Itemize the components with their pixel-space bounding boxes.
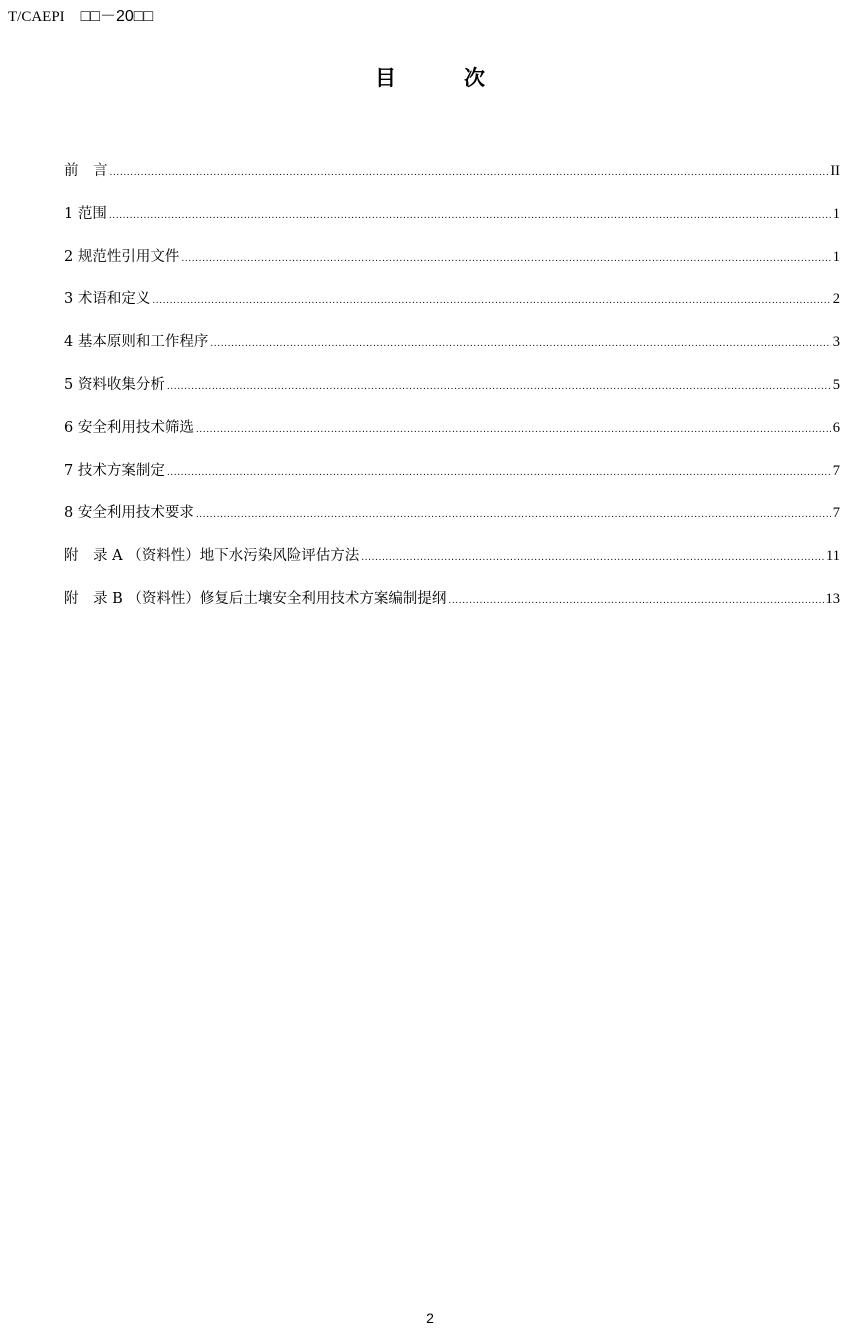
- toc-entry-label: 2 规范性引用文件: [64, 248, 180, 265]
- toc-leader-dots: [196, 505, 831, 525]
- toc-entry-technical-requirements[interactable]: [64, 503, 840, 546]
- toc-entry-foreword[interactable]: [64, 161, 840, 204]
- toc-entry-label: 8 安全利用技术要求: [64, 505, 194, 522]
- toc-entry-label: 4 基本原则和工作程序: [64, 334, 209, 351]
- toc-entry-appendix-b[interactable]: [64, 589, 840, 632]
- toc-entry-label: 附 录 B （资料性）修复后土壤安全利用技术方案编制提纲: [64, 590, 447, 607]
- toc-entry-page: 1: [832, 205, 840, 222]
- toc-entry-page: 2: [832, 291, 840, 308]
- toc-leader-dots: [210, 334, 830, 354]
- toc-entry-appendix-a[interactable]: [64, 546, 840, 589]
- toc-entry-label: 6 安全利用技术筛选: [64, 419, 194, 436]
- toc-entry-label: 3 术语和定义: [64, 291, 151, 308]
- toc-entry-technical-plan[interactable]: [64, 461, 840, 504]
- toc-entry-scope[interactable]: [64, 204, 840, 247]
- standard-number: □□－20□□: [80, 8, 154, 25]
- toc-entry-label: 7 技术方案制定: [64, 462, 165, 479]
- toc-leader-dots: [181, 249, 830, 269]
- toc-entry-data-collection[interactable]: [64, 375, 840, 418]
- toc-entry-label: 附 录 A （资料性）地下水污染风险评估方法: [64, 548, 360, 565]
- toc-entry-page: 11: [826, 548, 840, 565]
- toc-leader-dots: [110, 163, 829, 183]
- toc-entry-page: 5: [832, 376, 840, 393]
- toc-leader-dots: [167, 377, 831, 397]
- toc-entry-terms-definitions[interactable]: [64, 289, 840, 332]
- toc-leader-dots: [152, 291, 830, 311]
- toc-entry-page: 7: [832, 462, 840, 479]
- table-of-contents: [64, 161, 840, 632]
- toc-leader-dots: [109, 206, 831, 226]
- page-title: 目次: [375, 66, 553, 90]
- toc-entry-label: 前 言: [64, 163, 108, 179]
- document-header: [8, 6, 153, 27]
- toc-entry-normative-references[interactable]: [64, 247, 840, 290]
- toc-leader-dots: [361, 548, 824, 568]
- toc-entry-basic-principles[interactable]: [64, 332, 840, 375]
- toc-entry-label: 5 资料收集分析: [64, 376, 165, 393]
- toc-entry-page: 3: [832, 334, 840, 351]
- toc-leader-dots: [196, 420, 831, 440]
- toc-entry-page: 6: [832, 419, 840, 436]
- toc-leader-dots: [167, 463, 831, 483]
- toc-entry-page: 7: [832, 505, 840, 522]
- page-number: 2: [426, 1310, 434, 1326]
- toc-entry-page: 13: [825, 590, 840, 607]
- toc-leader-dots: [448, 591, 823, 611]
- toc-entry-label: 1 范围: [64, 205, 107, 222]
- toc-entry-technology-screening[interactable]: [64, 418, 840, 461]
- toc-entry-page: 1: [832, 248, 840, 265]
- toc-entry-page: II: [830, 163, 840, 179]
- standard-code: T/CAEPI: [8, 9, 65, 25]
